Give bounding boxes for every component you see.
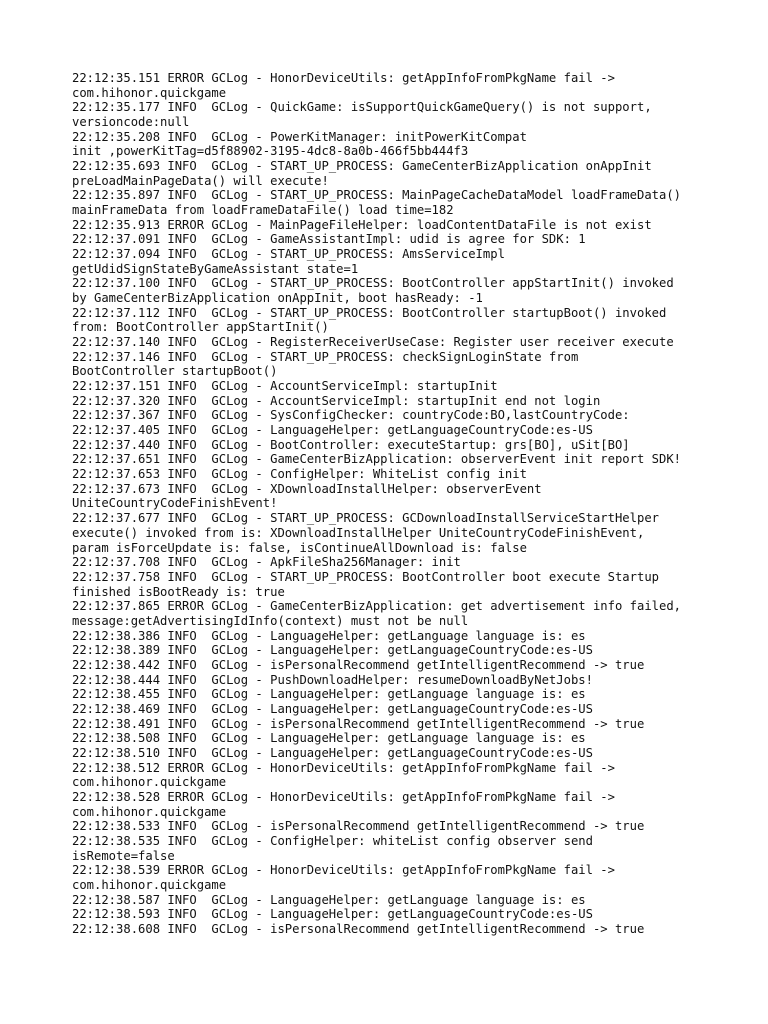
log-line: versioncode:null [72,115,190,130]
log-line: 22:12:37.651 INFO GCLog - GameCenterBizApplication: observerEvent init report SDK! [72,452,682,467]
log-line: 22:12:37.677 INFO GCLog - START_UP_PROCESS: GCDownloadInstallServiceStartHelper [72,511,659,526]
log-line: com.hihonor.quickgame [72,804,227,819]
log-line: mainFrameData from loadFrameDataFile() load time=182 [72,203,454,218]
log-line: 22:12:38.539 ERROR GCLog - HonorDeviceUtils: getAppInfoFromPkgName fail -> [72,863,615,878]
log-line: 22:12:35.913 ERROR GCLog - MainPageFileHelper: loadContentDataFile is not exist [72,217,652,232]
log-line: com.hihonor.quickgame [72,877,227,892]
log-line: 22:12:38.512 ERROR GCLog - HonorDeviceUtils: getAppInfoFromPkgName fail -> [72,760,615,775]
log-line: com.hihonor.quickgame [72,85,227,100]
log-line: UniteCountryCodeFinishEvent! [72,496,278,511]
log-line: 22:12:37.758 INFO GCLog - START_UP_PROCESS: BootController boot execute Startup [72,569,659,584]
log-line: by GameCenterBizApplication onAppInit, boot hasReady: -1 [72,291,483,306]
log-text-block [72,71,762,937]
log-line: 22:12:35.151 ERROR GCLog - HonorDeviceUtils: getAppInfoFromPkgName fail -> [72,71,615,85]
log-line: 22:12:38.444 INFO GCLog - PushDownloadHelper: resumeDownloadByNetJobs! [72,672,593,687]
log-line: 22:12:37.367 INFO GCLog - SysConfigChecker: countryCode:BO,lastCountryCode: [72,408,630,423]
log-line: 22:12:38.455 INFO GCLog - LanguageHelper: getLanguage language is: es [72,687,586,702]
log-line: 22:12:38.508 INFO GCLog - LanguageHelper: getLanguage language is: es [72,731,586,746]
log-line: 22:12:35.693 INFO GCLog - START_UP_PROCESS: GameCenterBizApplication onAppInit [72,159,652,174]
log-line: 22:12:37.653 INFO GCLog - ConfigHelper: WhiteList config init [72,467,527,482]
log-line: message:getAdvertisingIdInfo(context) must not be null [72,613,469,628]
log-line: 22:12:38.593 INFO GCLog - LanguageHelper: getLanguageCountryCode:es-US [72,907,593,922]
log-line: 22:12:35.897 INFO GCLog - START_UP_PROCESS: MainPageCacheDataModel loadFrameData() [72,188,682,203]
log-line: 22:12:38.442 INFO GCLog - isPersonalRecommend getIntelligentRecommend -> true [72,657,645,672]
log-line: 22:12:37.320 INFO GCLog - AccountServiceImpl: startupInit end not login [72,393,601,408]
log-line: 22:12:38.608 INFO GCLog - isPersonalRecommend getIntelligentRecommend -> true [72,921,645,936]
log-line: 22:12:35.177 INFO GCLog - QuickGame: isSupportQuickGameQuery() is not support, [72,100,652,115]
log-line: 22:12:38.491 INFO GCLog - isPersonalRecommend getIntelligentRecommend -> true [72,716,645,731]
log-line: 22:12:38.535 INFO GCLog - ConfigHelper: whiteList config observer send [72,833,593,848]
log-line: 22:12:37.151 INFO GCLog - AccountServiceImpl: startupInit [72,379,498,394]
log-line: 22:12:38.533 INFO GCLog - isPersonalRecommend getIntelligentRecommend -> true [72,819,645,834]
log-line: 22:12:38.386 INFO GCLog - LanguageHelper: getLanguage language is: es [72,628,586,643]
log-line: 22:12:38.469 INFO GCLog - LanguageHelper: getLanguageCountryCode:es-US [72,701,593,716]
log-line: 22:12:38.528 ERROR GCLog - HonorDeviceUtils: getAppInfoFromPkgName fail -> [72,789,615,804]
log-line: 22:12:37.673 INFO GCLog - XDownloadInstallHelper: observerEvent [72,481,542,496]
log-line: preLoadMainPageData() will execute! [72,173,329,188]
log-line: finished isBootReady is: true [72,584,285,599]
log-line: 22:12:37.865 ERROR GCLog - GameCenterBizApplication: get advertisement info failed, [72,599,682,614]
log-line: 22:12:37.440 INFO GCLog - BootController: executeStartup: grs[BO], uSit[BO] [72,437,630,452]
log-line: com.hihonor.quickgame [72,775,227,790]
log-line: param isForceUpdate is: false, isContinueAllDownload is: false [72,540,527,555]
log-line: 22:12:37.112 INFO GCLog - START_UP_PROCESS: BootController startupBoot() invoked [72,305,667,320]
log-line: 22:12:37.405 INFO GCLog - LanguageHelper: getLanguageCountryCode:es-US [72,423,593,438]
log-line: execute() invoked from is: XDownloadInstallHelper UniteCountryCodeFinishEvent, [72,525,645,540]
log-line: 22:12:38.587 INFO GCLog - LanguageHelper: getLanguage language is: es [72,892,586,907]
log-line: 22:12:37.146 INFO GCLog - START_UP_PROCESS: checkSignLoginState from [72,349,579,364]
log-line: BootController startupBoot() [72,364,278,379]
log-line: getUdidSignStateByGameAssistant state=1 [72,261,359,276]
log-line: 22:12:38.389 INFO GCLog - LanguageHelper: getLanguageCountryCode:es-US [72,643,593,658]
log-line: 22:12:37.091 INFO GCLog - GameAssistantImpl: udid is agree for SDK: 1 [72,232,586,247]
log-line: 22:12:38.510 INFO GCLog - LanguageHelper: getLanguageCountryCode:es-US [72,745,593,760]
log-line: 22:12:37.094 INFO GCLog - START_UP_PROCESS: AmsServiceImpl [72,247,505,262]
log-line: init ,powerKitTag=d5f88902-3195-4dc8-8a0b-466f5bb444f3 [72,144,469,159]
log-line: from: BootController appStartInit() [72,320,329,335]
log-line: 22:12:37.708 INFO GCLog - ApkFileSha256Manager: init [72,555,461,570]
log-line: 22:12:37.100 INFO GCLog - START_UP_PROCESS: BootController appStartInit() invoked [72,276,674,291]
log-line: 22:12:37.140 INFO GCLog - RegisterReceiverUseCase: Register user receiver execute [72,335,674,350]
log-line: 22:12:35.208 INFO GCLog - PowerKitManager: initPowerKitCompat [72,129,527,144]
log-line: isRemote=false [72,848,175,863]
